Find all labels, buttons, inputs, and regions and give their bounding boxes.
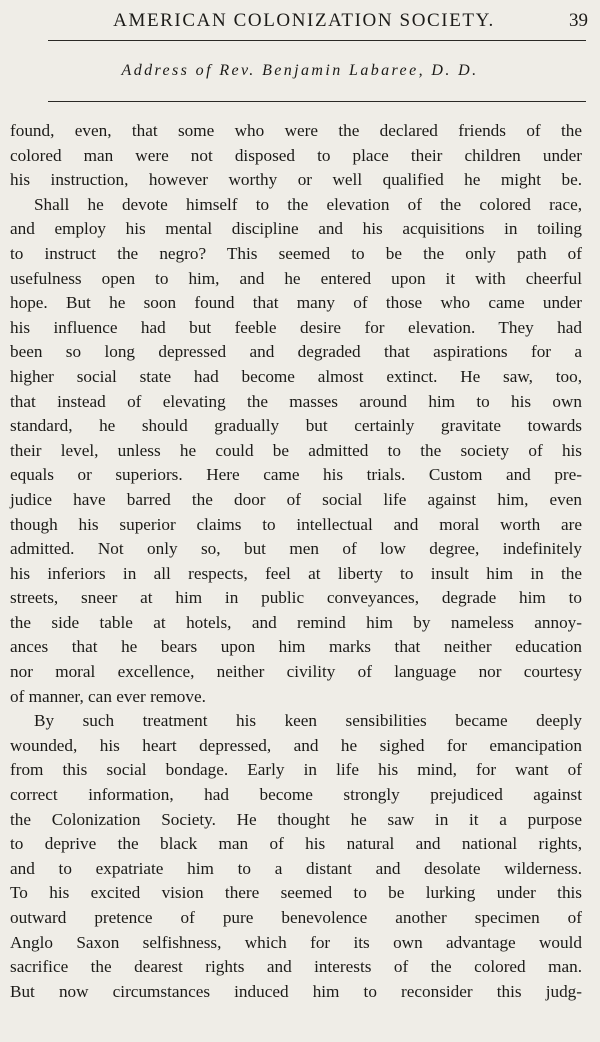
text-line: Shall he devote himself to the elevation of the colored race, <box>34 194 582 214</box>
page-number: 39 <box>569 10 588 31</box>
text-line: To his excited vision there seemed to be lurking under this <box>10 883 582 903</box>
text-line: of manner, can ever remove. <box>10 686 206 706</box>
text-line: equals or superiors. Here came his trials. Custom and pre- <box>10 465 582 485</box>
text-line: to instruct the negro? This seemed to be the only path of <box>10 243 582 263</box>
text-line: their level, unless he could be admitted to the society of his <box>10 440 582 460</box>
text-line: admitted. Not only so, but men of low degree, indefinitely <box>10 539 582 559</box>
text-line: By such treatment his keen sensibilities became deeply <box>34 711 582 731</box>
paragraph <box>10 709 582 1004</box>
text-line: standard, he should gradually but certainly gravitate towards <box>10 416 582 436</box>
journal-title: AMERICAN COLONIZATION SOCIETY. <box>113 10 495 31</box>
paragraph <box>10 193 582 709</box>
text-line: and to expatriate him to a distant and desolate wilderness. <box>10 858 582 878</box>
header-rule-bottom <box>48 101 586 102</box>
text-line: found, even, that some who were the declared friends of the <box>10 121 582 140</box>
running-head <box>0 6 600 38</box>
text-line: his inferiors in all respects, feel at liberty to insult him in the <box>10 563 582 583</box>
body-text <box>10 119 582 1004</box>
text-line: ances that he bears upon him marks that neither education <box>10 637 582 657</box>
text-line: nor moral excellence, neither civility of language nor courtesy <box>10 662 582 682</box>
text-line: Anglo Saxon selfishness, which for its own advantage would <box>10 932 582 952</box>
text-line: wounded, his heart depressed, and he sighed for emancipation <box>10 735 582 755</box>
text-line: the Colonization Society. He thought he saw in it a purpose <box>10 809 582 829</box>
paragraph <box>10 119 582 193</box>
text-line: hope. But he soon found that many of those who came under <box>10 293 582 313</box>
text-line: But now circumstances induced him to reconsider this judg- <box>10 981 582 1001</box>
text-line: from this social bondage. Early in life his mind, for want of <box>10 760 582 780</box>
text-line: been so long depressed and degraded that aspirations for a <box>10 342 582 362</box>
text-line: streets, sneer at him in public conveyances, degrade him to <box>10 588 582 608</box>
header-rule-top <box>48 40 586 41</box>
text-line: higher social state had become almost extinct. He saw, too, <box>10 366 582 386</box>
text-line: usefulness open to him, and he entered upon it with cheerful <box>10 268 582 288</box>
text-line: that instead of elevating the masses around him to his own <box>10 391 582 411</box>
text-line: his influence had but feeble desire for elevation. They had <box>10 317 582 337</box>
text-line: judice have barred the door of social life against him, even <box>10 489 582 509</box>
text-line: and employ his mental discipline and his acquisitions in toiling <box>10 219 582 239</box>
text-line: outward pretence of pure benevolence another specimen of <box>10 908 582 927</box>
text-line: though his superior claims to intellectual and moral worth are <box>10 514 582 534</box>
text-line: sacrifice the dearest rights and interests of the colored man. <box>10 957 582 977</box>
text-line: to deprive the black man of his natural and national rights, <box>10 834 582 854</box>
text-line: the side table at hotels, and remind him by nameless annoy- <box>10 612 582 632</box>
article-header: Address of Rev. Benjamin Labaree, D. D. <box>121 62 479 79</box>
text-line: his instruction, however worthy or well qualified he might be. <box>10 170 582 190</box>
text-line: correct information, had become strongly prejudiced against <box>10 785 582 805</box>
text-line: colored man were not disposed to place their children under <box>10 145 582 165</box>
